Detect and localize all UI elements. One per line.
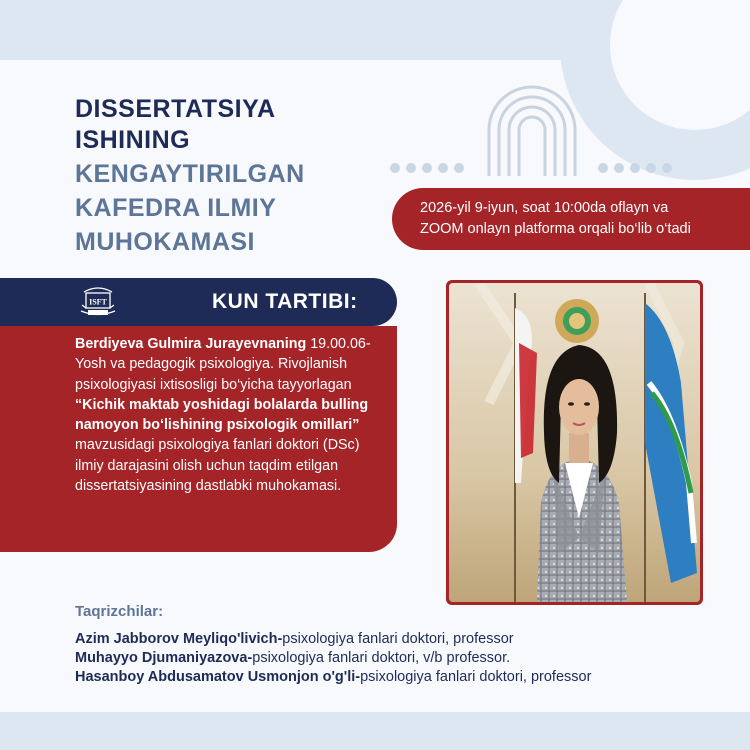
title-line: DISSERTATSIYA	[75, 95, 276, 123]
reviewer-item	[75, 649, 591, 668]
agenda-header	[0, 278, 397, 326]
agenda-text: mavzusidagi psixologiya fanlari doktori (DSc) ilmiy darajasini olish uchun taqdim etilgan dissertatsiyasining dastlabki muhokamasi.	[75, 437, 360, 495]
dissertation-topic: “Kichik maktab yoshidagi bolalarda bulling namoyon bo‘lishining psixologik omillari”	[75, 396, 369, 434]
bottom-strip	[0, 712, 750, 750]
reviewer-role: psixologiya fanlari doktori, professor	[360, 669, 592, 685]
reviewer-item	[75, 630, 591, 649]
candidate-photo	[449, 283, 700, 602]
reviewer-role: psixologiya fanlari doktori, professor	[282, 631, 514, 647]
reviewer-role: psixologiya fanlari doktori, v/b professor.	[252, 650, 511, 666]
photo-frame	[446, 280, 703, 605]
reviewers-section	[75, 603, 591, 687]
title-blue	[75, 157, 305, 259]
reviewer-name: Azim Jabborov Meyliqo'livich-	[75, 631, 283, 647]
reviewer-item	[75, 668, 591, 687]
reviewer-name: Muhayyo Djumaniyazova-	[75, 650, 253, 666]
title-line: KAFEDRA ILMIY	[75, 194, 277, 222]
agenda-title: KUN TARTIBI:	[212, 290, 358, 313]
title-line: ISHINING	[75, 126, 191, 154]
reviewers-title: Taqrizchilar:	[75, 603, 164, 620]
dots-decoration-right	[598, 160, 678, 178]
dots-decoration-left	[390, 160, 470, 178]
title-line: KENGAYTIRILGAN	[75, 160, 305, 188]
date-banner	[392, 188, 750, 250]
candidate-name: Berdiyeva Gulmira Jurayevnaning	[75, 336, 307, 352]
date-line: 2026-yil 9-iyun, soat 10:00da oflayn va	[420, 200, 669, 216]
title-dark	[75, 94, 276, 156]
agenda-text: 19.00.06-Yosh va pedagogik psixologiya. Rivojlanish psixologiyasi ixtisosligi bo‘yicha tayyorlagan	[75, 336, 371, 393]
arch-decoration	[485, 84, 579, 176]
institute-logo-icon	[78, 282, 118, 322]
title-line: MUHOKAMASI	[75, 228, 255, 256]
svg-text:ISFT: ISFT	[89, 297, 107, 307]
reviewer-name: Hasanboy Abdusamatov Usmonjon o'g'li-	[75, 669, 361, 685]
agenda-body	[0, 326, 397, 552]
date-line: ZOOM onlayn platforma orqali bo‘lib o‘tadi	[420, 221, 691, 237]
